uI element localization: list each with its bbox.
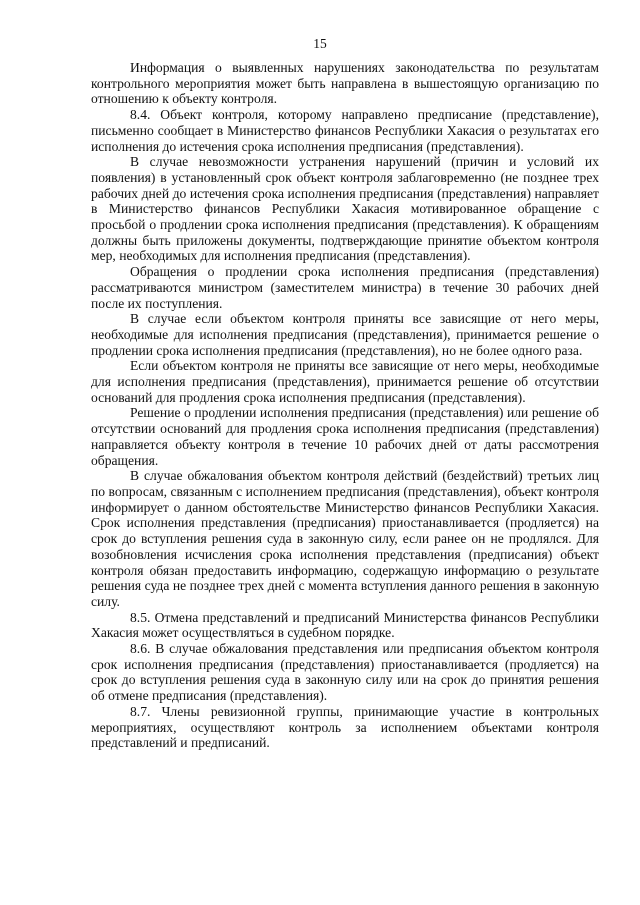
paragraph-decision-delivery: Решение о продлении исполнения предписания (представления) или решение об отсутствии оснований для продления срока исполнения предписания (представления) направляется объекту контроля в течение 10 рабочих дней от даты рассмотрения обращения. (91, 405, 599, 468)
document-body (91, 60, 599, 751)
paragraph-8-5: 8.5. Отмена представлений и предписаний Министерства финансов Республики Хакасия может осуществляться в судебном порядке. (91, 609, 599, 641)
page-number: 15 (313, 36, 327, 51)
paragraph-third-party-appeal: В случае обжалования объектом контроля действий (бездействий) третьих лиц по вопросам, связанным с исполнением предписания (представления), объект контроля информирует о данном обстоятельстве Министерство финансов Республики Хакасия. Срок исполнения представления (предписания) приостанавливается (продляется) на срок до вступления решения суда в законную силу, если ранее он не продлялся. Для возобновления исчисления срока исполнения представления (предписания) объект контроля обязан предоставить информацию, содержащую информацию о результате решения суда не позднее трех дней с момента вступления данного решения в законную силу. (91, 468, 599, 609)
paragraph-request-review: Обращения о продлении срока исполнения предписания (представления) рассматриваются министром (заместителем министра) в течение 30 рабочих дней после их поступления. (91, 264, 599, 311)
paragraph-8-4: 8.4. Объект контроля, которому направлено предписание (представление), письменно сообщает в Министерство финансов Республики Хакасия о результатах его исполнения до истечения срока исполнения предписания (представления). (91, 107, 599, 154)
paragraph-8-6: 8.6. В случае обжалования представления или предписания объектом контроля срок исполнения предписания (представления) приостанавливается (продляется) на срок до вступления решения суда в законную силу или на срок до принятия решения об отмене предписания (представления). (91, 641, 599, 704)
paragraph-extension-refused: Если объектом контроля не приняты все зависящие от него меры, необходимые для исполнения предписания (представления), принимается решение об отсутствии оснований для продления срока исполнения предписания (представления). (91, 358, 599, 405)
paragraph-8-7: 8.7. Члены ревизионной группы, принимающие участие в контрольных мероприятиях, осуществляют контроль за исполнением объектами контроля представлений и предписаний. (91, 703, 599, 751)
paragraph-extension-granted: В случае если объектом контроля приняты все зависящие от него меры, необходимые для исполнения предписания (представления), принимается решение о продлении срока исполнения предписания (представления), но не более одного раза. (91, 311, 599, 358)
paragraph-violations-info: Информация о выявленных нарушениях законодательства по результатам контрольного мероприятия может быть направлена в вышестоящую организацию по отношению к объекту контроля. (91, 60, 599, 107)
paragraph-extension-request: В случае невозможности устранения нарушений (причин и условий их появления) в установленный срок объект контроля заблаговременно (не позднее трех рабочих дней до истечения срока исполнения предписания (представления) направляет в Министерство финансов Республики Хакасия мотивированное обращение с просьбой о продлении срока исполнения предписания (представления). К обращениям должны быть приложены документы, подтверждающие принятие объектом контроля мер, необходимых для исполнения предписания (представления). (91, 154, 599, 264)
